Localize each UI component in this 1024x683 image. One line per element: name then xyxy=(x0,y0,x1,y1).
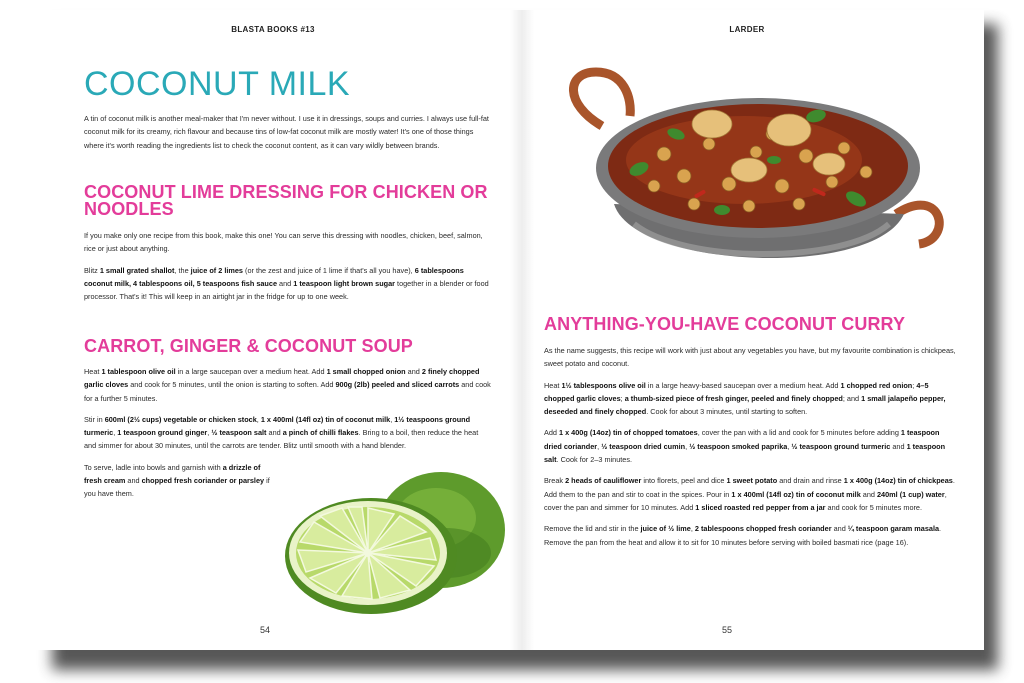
body-text: Heat xyxy=(84,367,102,376)
body-text: and cook for 5 minutes more. xyxy=(825,502,923,512)
bold-ingredient: ½ teaspoon ground turmeric xyxy=(791,441,891,451)
bold-ingredient: 1 x 400g (14oz) tin of chopped tomatoes xyxy=(559,428,698,438)
running-header-right: LARDER xyxy=(729,25,765,34)
bold-ingredient: 2 heads of cauliflower xyxy=(565,476,642,486)
dressing-intro: If you make only one recipe from this book, make this one! You can serve this dressing with noodles, chicken, beef, salmon, rice or just about anything. xyxy=(84,231,483,254)
left-page xyxy=(36,10,510,650)
body-text: if you have them. xyxy=(84,476,270,499)
dressing-heading: COCONUT LIME DRESSING FOR CHICKEN OR NOODLES xyxy=(84,182,488,219)
bold-ingredient: 900g (2lb) peeled and sliced carrots xyxy=(335,380,460,390)
curry-recipe xyxy=(544,316,956,557)
bold-ingredient: 1 teaspoon salt xyxy=(544,441,946,465)
bold-ingredient: 1 sliced roasted red pepper from a jar xyxy=(695,502,826,512)
bold-ingredient: 1½ tablespoons olive oil xyxy=(561,380,646,390)
body-text: in a large saucepan over a medium heat. Add xyxy=(175,367,327,376)
bold-ingredient: 1 small jalapeño pepper, deseeded and finely chopped xyxy=(544,393,946,417)
body-text: ; xyxy=(912,380,917,390)
curry-step-3 xyxy=(544,474,956,514)
body-text: Blitz xyxy=(84,265,100,275)
curry-step-4 xyxy=(544,522,956,549)
body-text: in a large heavy-based saucepan over a medium heat. Add xyxy=(645,380,841,390)
page-number-left: 54 xyxy=(260,625,271,635)
body-text: Heat xyxy=(544,380,562,390)
body-text: , cover the pan with a lid and cook for 5 minutes before adding xyxy=(697,428,901,438)
body-text: and drain and rinse xyxy=(777,476,844,486)
body-text: and xyxy=(125,476,142,486)
bold-ingredient: a pinch of chilli flakes xyxy=(282,428,359,438)
body-text: , xyxy=(787,441,792,451)
curry-pan-illustration xyxy=(544,64,964,292)
bold-ingredient: juice of 2 limes xyxy=(190,265,243,275)
bold-ingredient: 6 tablespoons coconut milk, 4 tablespoons oil, 5 teaspoons fish sauce xyxy=(84,265,464,288)
body-text: , the xyxy=(174,265,191,275)
body-text: , xyxy=(685,441,690,451)
body-text: Stir in xyxy=(84,414,105,424)
body-text: and xyxy=(890,441,907,451)
right-page xyxy=(510,10,984,650)
book-spread xyxy=(36,10,984,650)
bold-ingredient: 1 teaspoon dried coriander xyxy=(544,428,940,451)
page-number-right: 55 xyxy=(722,625,733,635)
bold-ingredient: 1 tablespoon olive oil xyxy=(101,367,176,376)
body-text: and xyxy=(860,489,877,499)
bold-ingredient: 1½ teaspoons ground turmeric xyxy=(84,414,471,438)
soup-serving xyxy=(84,461,279,501)
bold-ingredient: 1 x 400ml (14fl oz) tin of coconut milk xyxy=(731,489,861,499)
body-text: To serve, ladle into bowls and garnish with xyxy=(84,462,223,472)
body-text: . Cook for about 3 minutes, until starting to soften. xyxy=(646,407,808,417)
bold-ingredient: 600ml (2½ cups) vegetable or chicken stock xyxy=(104,414,257,424)
soup-step-2 xyxy=(84,413,492,453)
page-title: COCONUT MILK xyxy=(84,65,351,103)
body-text: . Bring to a boil, then reduce the heat and simmer for about 30 minutes, until the carrots are tender. Blitz until smooth with a hand blender. xyxy=(84,428,479,451)
bold-ingredient: 1 x 400ml (14fl oz) tin of coconut milk xyxy=(260,414,391,424)
bold-ingredient: 1 small chopped onion xyxy=(326,367,406,376)
body-text: . Add them to the pan and stir to coat in the spices. Pour in xyxy=(544,476,955,499)
body-text: . Cook for 2–3 minutes. xyxy=(556,455,633,465)
bold-ingredient: 240ml (1 cup) water xyxy=(876,489,945,499)
body-text: Add xyxy=(544,428,560,438)
bold-ingredient: 1 sweet potato xyxy=(726,476,778,486)
bold-ingredient: 4–5 chopped garlic cloves xyxy=(544,380,929,403)
bold-ingredient: 1 small grated shallot xyxy=(99,265,175,275)
bold-ingredient: ¼ teaspoon garam masala xyxy=(847,524,940,534)
soup-step-1 xyxy=(84,365,492,405)
body-text: and cook for a further 5 minutes. xyxy=(84,380,491,403)
bold-ingredient: a thumb-sized piece of fresh ginger, peeled and finely chopped xyxy=(624,393,843,403)
body-text: , xyxy=(690,524,695,534)
bold-ingredient: 1 teaspoon ground ginger xyxy=(117,428,208,438)
bold-ingredient: chopped fresh coriander or parsley xyxy=(141,476,265,486)
body-text: , cover the pan and simmer for 10 minutes. Add xyxy=(544,489,947,512)
body-text: , xyxy=(597,441,602,451)
bold-ingredient: juice of ½ lime xyxy=(640,524,691,534)
bold-ingredient: a drizzle of fresh cream xyxy=(84,462,261,486)
body-text: Break xyxy=(544,476,566,486)
bold-ingredient: ½ teaspoon dried cumin xyxy=(601,441,686,451)
bold-ingredient: ½ teaspoon salt xyxy=(211,428,267,438)
soup-heading: CARROT, GINGER & COCONUT SOUP xyxy=(84,336,413,356)
body-text: ; and xyxy=(842,393,862,403)
body-text: . Remove the pan from the heat and allow it to sit for 10 minutes before serving with boiled basmati rice (page 16). xyxy=(544,524,942,547)
dressing-method xyxy=(84,264,492,304)
body-text: and xyxy=(831,524,848,534)
bold-ingredient: 1 chopped red onion xyxy=(840,380,913,390)
bold-ingredient: 1 teaspoon light brown sugar xyxy=(293,278,396,288)
body-text: Remove the lid and stir in the xyxy=(544,524,641,534)
body-text: , xyxy=(113,428,118,438)
curry-intro: As the name suggests, this recipe will work with just about any vegetables you have, but my favourite combination is chickpeas, sweet potato and coconut. xyxy=(544,346,956,369)
bold-ingredient: ½ teaspoon smoked paprika xyxy=(689,441,788,451)
body-text: , xyxy=(390,414,395,424)
curry-step-2 xyxy=(544,426,956,466)
body-text: , xyxy=(207,428,212,438)
body-text: (or the zest and juice of 1 lime if that's all you have), xyxy=(243,265,415,275)
intro-text: A tin of coconut milk is another meal-maker that I'm never without. I use it in dressings, soups and curries. I always use full-fat coconut milk for its creamy, rich flavour and because tins of low-fat coconut milk are mostly water! It's one of those things where it's worth reading the ingredients list to check the coconut content, as it can vary wildly between brands. xyxy=(84,114,489,150)
bold-ingredient: 2 finely chopped garlic cloves xyxy=(84,367,480,390)
body-text: and xyxy=(405,367,422,376)
body-text: together in a blender or food processor. That's it! This will keep in an airtight jar in the fridge for up to one week. xyxy=(84,278,489,302)
pan-handle-left xyxy=(573,72,630,126)
lime-illustration xyxy=(276,458,506,618)
curry-heading: ANYTHING-YOU-HAVE COCONUT CURRY xyxy=(544,314,906,334)
body-text: and xyxy=(266,428,283,438)
body-text: , xyxy=(256,414,261,424)
curry-step-1 xyxy=(544,379,956,419)
pan-handle-right xyxy=(896,205,939,244)
body-text: and cook for 5 minutes, until the onion is starting to soften. Add xyxy=(128,380,336,390)
running-header-left: BLASTA BOOKS #13 xyxy=(231,25,315,34)
body-text: into florets, peel and dice xyxy=(641,476,727,486)
dressing-recipe xyxy=(84,184,492,311)
body-text: ; xyxy=(620,393,625,403)
body-text: and xyxy=(277,278,294,288)
coconut-milk-intro xyxy=(84,66,492,160)
bold-ingredient: 2 tablespoons chopped fresh coriander xyxy=(694,524,832,534)
bold-ingredient: 1 x 400g (14oz) tin of chickpeas xyxy=(843,476,953,486)
